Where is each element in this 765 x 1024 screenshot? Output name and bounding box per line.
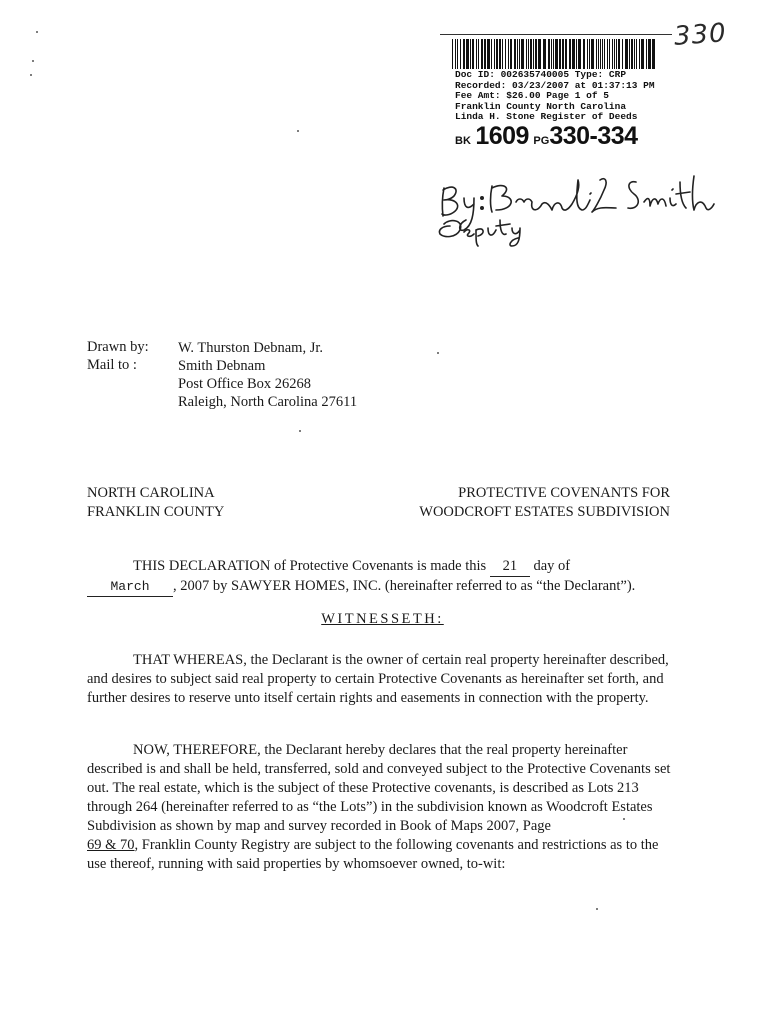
doc-id-line: Doc ID: 002635740005 Type: CRP [455, 69, 627, 80]
handwritten-page-number: 330 [673, 18, 728, 52]
declaration-text-1: THIS DECLARATION of Protective Covenants is made this [133, 558, 487, 574]
witnesseth-heading: WITNESSETH: [321, 611, 444, 627]
book-page-stamp [455, 122, 638, 151]
title-line-1: PROTECTIVE COVENANTS FOR [458, 485, 670, 501]
stamp-rule [440, 34, 672, 35]
recording-info [455, 70, 655, 123]
county-name: FRANKLIN COUNTY [87, 504, 225, 520]
now-therefore-paragraph [87, 741, 672, 874]
address-line: Smith Debnam [178, 358, 266, 374]
address-line: W. Thurston Debnam, Jr. [178, 340, 323, 356]
page-label: PG [533, 135, 550, 147]
whereas-paragraph: THAT WHEREAS, the Declarant is the owner of certain real property hereinafter described, and desires to subject said real property to certain Protective Covenants as hereinafter set forth, and further desires to reserve unto itself certain rights and easements in connection with the property. [87, 652, 669, 706]
book-label: BK [455, 135, 471, 147]
register-line: Linda H. Stone Register of Deeds [455, 111, 638, 122]
book-number: 1609 [475, 122, 529, 150]
address-line: Post Office Box 26268 [178, 376, 312, 392]
declaration-month: March [87, 577, 173, 597]
declaration-statement [87, 557, 667, 597]
jurisdiction-caption [87, 484, 224, 522]
document-title [405, 484, 670, 522]
paragraph-2-before: NOW, THEREFORE, the Declarant hereby declares that the real property hereinafter described is and shall be held, transferred, sold and conveyed subject to the Protective Covenants set out. The real estate, which is the subject of these Protective covenants, is described as Lots 213 through 264 (hereinafter referred to as “the Lots”) in the subdivision known as Woodcroft Estates Subdivision as shown by map and survey recorded in Book of Maps 2007, Page [87, 742, 671, 834]
paragraph-2-after: , Franklin County Registry are subject to the following covenants and restrictions as to the use thereof, running with said properties by whomsoever owned, to-wit: [87, 837, 659, 872]
drawn-by-label: Drawn by: [87, 339, 149, 355]
title-line-2: WOODCROFT ESTATES SUBDIVISION [419, 504, 670, 520]
state-name: NORTH CAROLINA [87, 485, 215, 501]
page-range: 330-334 [549, 122, 638, 150]
preparer-address [178, 339, 357, 411]
map-pages: 69 & 70 [87, 837, 135, 853]
barcode [452, 39, 656, 69]
county-line: Franklin County North Carolina [455, 100, 627, 112]
address-line: Raleigh, North Carolina 27611 [178, 394, 358, 410]
declaration-text-3: , 2007 by SAWYER HOMES, INC. (hereinafter referred to as “the Declarant”). [173, 578, 636, 594]
mail-to-label: Mail to : [87, 357, 137, 373]
declaration-day: 21 [490, 557, 530, 577]
deputy-signature [430, 168, 720, 248]
declaration-text-2: day of [533, 558, 571, 574]
recorded-line: Recorded: 03/23/2007 at 01:37:13 PM [455, 79, 655, 91]
fee-line: Fee Amt: $26.00 Page 1 of 5 [455, 90, 609, 101]
